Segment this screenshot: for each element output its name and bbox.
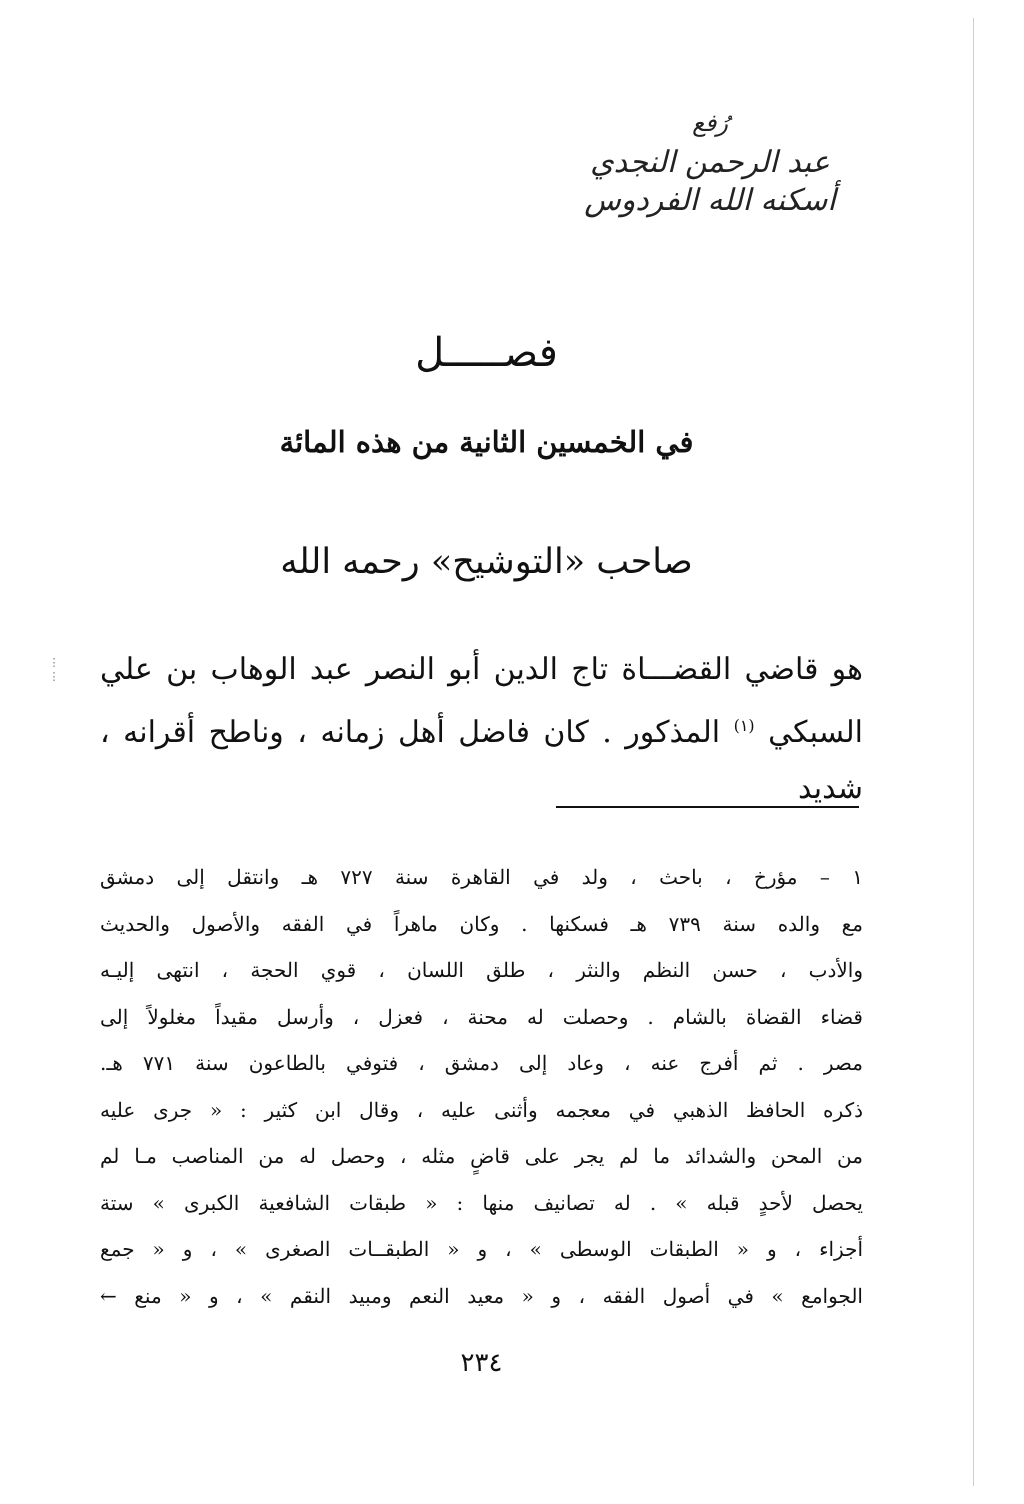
page-edge-line (973, 18, 974, 1486)
margin-dots: ⋮ ⋮ (48, 656, 60, 683)
footnote-separator (556, 806, 859, 808)
body-line-2-start: السبكي (768, 715, 863, 750)
body-line-2-end: المذكور . كان فاضل أهل زمانه ، وناطح أقرانه ، شديد (100, 715, 863, 806)
footnote-line: من المحن والشدائد ما لم يجر على قاضٍ مثله ، وحصل له من المناصب مـا لم (100, 1144, 863, 1168)
footnote-line: ١ – مؤرخ ، باحث ، ولد في القاهرة سنة ٧٢٧ هـ وانتقل إلى دمشق (100, 865, 863, 889)
stamp-line-2: عبد الرحمن النجدي (590, 145, 830, 180)
stamp-line-3: أسكنه الله الفردوس (584, 182, 836, 218)
footnote-line: أجزاء ، و « الطبقات الوسطى » ، و « الطبقــات الصغرى » ، و « جمع (100, 1237, 863, 1261)
footnote-line: يحصل لأحدٍ قبله » . له تصانيف منها : « طبقات الشافعية الكبرى » ستة (100, 1190, 863, 1215)
body-line-1: هو قاضي القضـــاة تاج الدين أبو النصر عبد الوهاب بن علي (100, 652, 863, 687)
footnote-line: الجوامع » في أصول الفقه ، و « معيد النعم ومبيد النقم » ، و « منع ← (100, 1283, 863, 1308)
footnote (100, 854, 863, 1319)
entry-heading: صاحب «التوشيح» رحمه الله (280, 542, 693, 582)
footnote-line: مصر . ثم أفرج عنه ، وعاد إلى دمشق ، فتوفي بالطاعون سنة ٧٧١ هـ. (100, 1051, 863, 1075)
stamp-line-1: رُفع (692, 109, 728, 137)
footnote-line: والأدب ، حسن النظم والنثر ، طلق اللسان ، قوي الحجة ، انتهى إليـه (100, 958, 863, 982)
footnote-line: ذكره الحافظ الذهبي في معجمه وأثنى عليه ، وقال ابن كثير : « جرى عليه (100, 1097, 863, 1122)
footnote-line: مع والده سنة ٧٣٩ هـ فسكنها . وكان ماهراً في الفقه والأصول والحديث (100, 911, 863, 936)
section-subtitle: في الخمسين الثانية من هذه المائة (279, 425, 694, 459)
footnote-reference: (١) (733, 716, 755, 735)
section-title: فصـــــل (415, 330, 558, 376)
ownership-stamp (580, 108, 840, 219)
footnote-line: قضاء القضاة بالشام . وحصلت له محنة ، فعزل ، وأرسل مقيداً مغلولاً إلى (100, 1004, 863, 1029)
body-line-2 (100, 698, 863, 817)
page-number: ٢٣٤ (460, 1348, 503, 1378)
body-paragraph (100, 642, 863, 817)
